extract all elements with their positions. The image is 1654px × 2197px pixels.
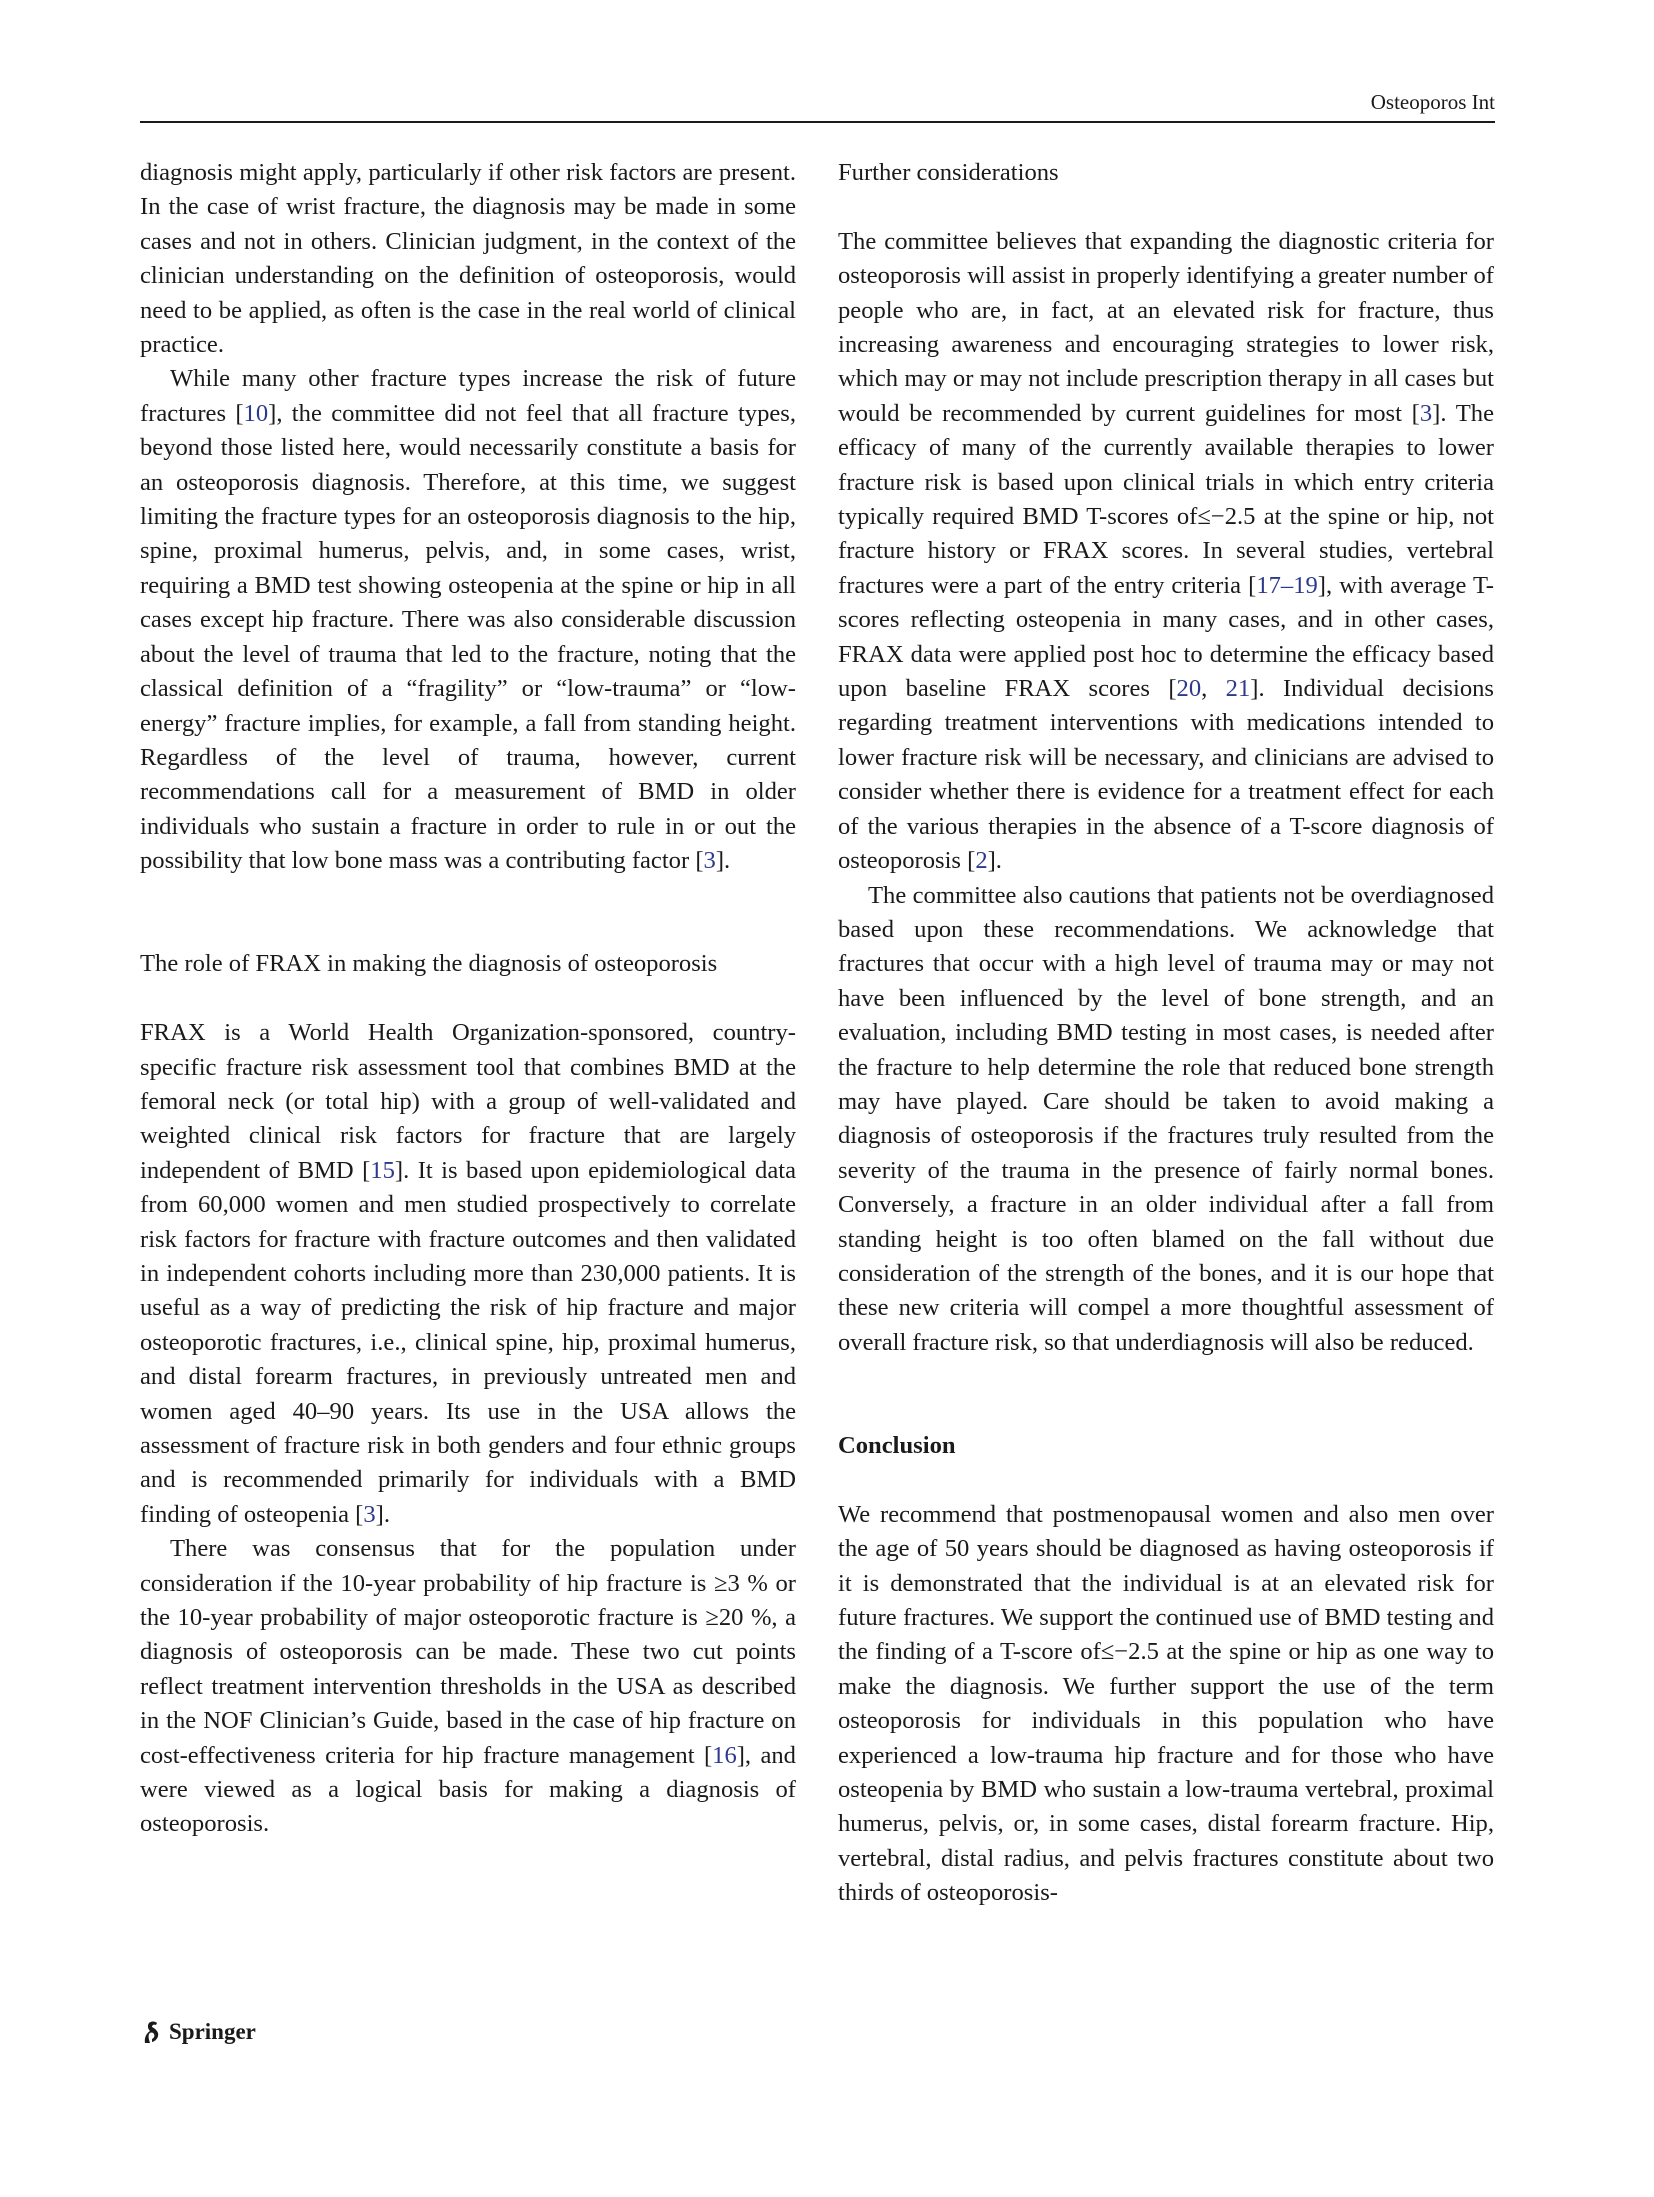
citation-link[interactable]: 10 xyxy=(243,399,269,427)
citation-link[interactable]: 21 xyxy=(1225,675,1251,703)
section-heading: Further considerations xyxy=(838,159,1059,186)
paragraph-text: ], the committee did not feel that all fracture types, beyond those listed here, would necessarily constitute a basis for an osteoporosis diagnosis. Therefore, at this time, we suggest limiting the fracture types for an osteoporosis diagnosis to the hip, spine, proximal humerus, pelvis, and, in some cases, wrist, requiring a BMD test showing osteopenia at the spine or hip in all cases except hip fracture. There was also considerable discussion about the level of trauma that led to the fracture, noting that the classical definition of a “fragility” or “low-trauma” or “low-energy” fracture implies, for example, a fall from standing height. Regardless of the level of trauma, however, current recommendations call for a measurement of BMD in older individuals who sustain a fracture in order to rule in or out the possibility that low bone mass was a contributing factor [ xyxy=(140,399,797,875)
body-paragraph xyxy=(140,1532,796,1842)
paragraph-text: ]. xyxy=(987,847,1002,875)
section-heading: The role of FRAX in making the diagnosis of osteoporosis xyxy=(140,950,718,978)
citation-link[interactable]: 3 xyxy=(703,847,716,875)
paragraph-text: FRAX is a World Health Organization-sponsored, country-specific fracture risk assessment tool that combines BMD at the femoral neck (or total hip) with a group of well-validated and weighted clinical risk factors for fracture that are largely independent of BMD [ xyxy=(140,1019,796,1184)
paragraph-text: There was consensus that for the population under consideration if the 10-year probability of hip fracture is ≥3 % or the 10-year probability of major osteoporotic fracture is ≥20 %, a diagnosis of osteoporosis can be made. These two cut points reflect treatment intervention thresholds in the USA as described in the NOF Clinician’s Guide, based in the case of hip fracture on cost-effectiveness criteria for hip fracture management [ xyxy=(140,1535,796,1769)
header-rule xyxy=(140,121,1495,123)
paragraph-text: ]. The efficacy of many of the currently available therapies to lower fracture risk is based upon clinical trials in which entry criteria typically required BMD T-scores of≤−2.5 at the spine or hip, not fracture history or FRAX scores. In several studies, vertebral fractures were a part of the entry criteria [ xyxy=(838,399,1494,599)
paragraph-text: ]. It is based upon epidemiological data from 60,000 women and men studied prospectively to correlate risk factors for fracture with fracture outcomes and then validated in independent cohorts including more than 230,000 patients. It is useful as a way of predicting the risk of hip fracture and major osteoporotic fractures, i.e., clinical spine, hip, proximal humerus, and distal forearm fractures, in previously untreated men and women aged 40–90 years. Its use in the USA allows the assessment of fracture risk in both genders and four ethnic groups and is recommended primarily for individuals with a BMD finding of osteopenia [ xyxy=(140,1156,796,1528)
body-paragraph xyxy=(838,1498,1494,1911)
section-spacer xyxy=(838,1360,1494,1429)
springer-horse-icon xyxy=(141,2019,163,2045)
right-column xyxy=(838,156,1494,1911)
paragraph-text: ], and were viewed as a logical basis for making a diagnosis of osteoporosis. xyxy=(140,1741,796,1838)
paragraph-text: , xyxy=(1201,675,1226,703)
body-paragraph xyxy=(838,225,1494,879)
section-spacer xyxy=(838,190,1494,224)
section-spacer xyxy=(140,982,796,1016)
paragraph-text: We recommend that postmenopausal women and also men over the age of 50 years should be diagnosed as having osteoporosis if it is demonstrated that the individual is at an elevated risk for future fractures. We support the continued use of BMD testing and the finding of a T-score of≤−2.5 at the spine or hip as one way to make the diagnosis. We further support the use of the term osteoporosis for individuals in this population who have experienced a low-trauma hip fracture and for those who have osteopenia by BMD who sustain a low-trauma vertebral, proximal humerus, pelvis, or, in some cases, distal forearm fracture. Hip, vertebral, distal radius, and pelvis fractures constitute about two thirds of osteoporosis- xyxy=(838,1500,1494,1907)
section-heading: Conclusion xyxy=(838,1432,956,1459)
body-paragraph xyxy=(140,156,796,362)
paragraph-text: The committee believes that expanding the diagnostic criteria for osteoporosis will assist in properly identifying a greater number of people who are, in fact, at an elevated risk for fracture, thus increasing awareness and encouraging strategies to lower risk, which may or may not include prescription therapy in all cases but would be recommended by current guidelines for most [ xyxy=(838,227,1494,427)
citation-link[interactable]: 20 xyxy=(1176,675,1202,703)
section-spacer xyxy=(838,1463,1494,1497)
left-column xyxy=(140,156,796,1842)
citation-link[interactable]: 15 xyxy=(370,1156,395,1184)
paragraph-text: While many other fracture types increase the risk of future fractures [ xyxy=(140,365,796,427)
paragraph-text: diagnosis might apply, particularly if other risk factors are present. In the case of wrist fracture, the diagnosis may be made in some cases and not in others. Clinician judgment, in the context of the clinician understanding on the definition of osteoporosis, would need to be applied, as often is the case in the real world of clinical practice. xyxy=(140,159,796,359)
paragraph-text: ], with average T-scores reflecting osteopenia in many cases, and in other cases, FRAX data were applied post hoc to determine the efficacy based upon baseline FRAX scores [ xyxy=(838,571,1494,703)
journal-running-head: Osteoporos Int xyxy=(1370,90,1495,114)
citation-link[interactable]: 2 xyxy=(975,847,988,875)
springer-logo xyxy=(141,2015,256,2049)
paragraph-text: ]. xyxy=(375,1500,390,1528)
citation-link[interactable]: 16 xyxy=(712,1741,737,1769)
citation-link[interactable]: 3 xyxy=(363,1500,376,1528)
citation-link[interactable]: 17–19 xyxy=(1256,571,1318,599)
body-paragraph xyxy=(140,1016,796,1532)
section-spacer xyxy=(140,879,796,948)
paragraph-text: ]. xyxy=(715,847,731,875)
paragraph-text: ]. Individual decisions regarding treatment interventions with medications intended to lower fracture risk will be necessary, and clinicians are advised to consider whether there is evidence for a treatment effect for each of the various therapies in the absence of a T-score diagnosis of osteoporosis [ xyxy=(838,675,1494,875)
body-paragraph xyxy=(838,879,1494,1361)
body-paragraph xyxy=(140,362,796,878)
paragraph-text: The committee also cautions that patients not be overdiagnosed based upon these recommendations. We acknowledge that fractures that occur with a high level of trauma may or may not have been influenced by the level of bone strength, and an evaluation, including BMD testing in most cases, is needed after the fracture to help determine the role that reduced bone strength may have played. Care should be taken to avoid making a diagnosis of osteoporosis if the fractures truly resulted from the severity of the trauma in the presence of fairly normal bones. Conversely, a fracture in an older individual after a fall from standing height is too often blamed on the fall without due consideration of the strength of the bones, and it is our hope that these new criteria will compel a more thoughtful assessment of overall fracture risk, so that underdiagnosis will also be reduced. xyxy=(838,881,1494,1356)
springer-wordmark: Springer xyxy=(169,2019,256,2044)
citation-link[interactable]: 3 xyxy=(1419,399,1433,427)
